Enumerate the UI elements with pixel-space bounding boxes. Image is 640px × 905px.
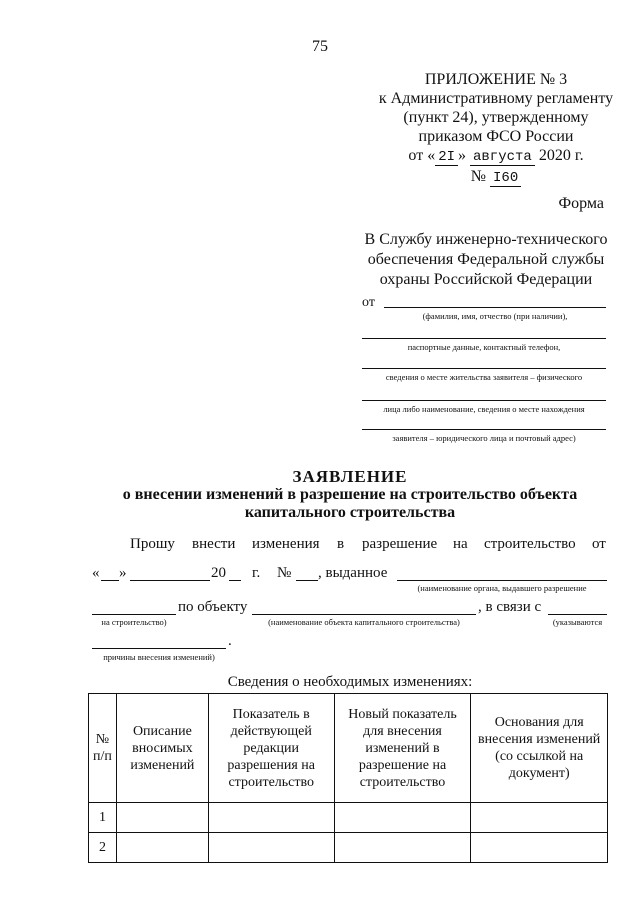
applicant-passport-caption: паспортные данные, контактный телефон, — [407, 342, 561, 352]
reason-field-cont[interactable] — [92, 648, 226, 649]
appendix-clause: (пункт 24), утвержденному — [403, 109, 589, 126]
date-close-quote: » — [119, 565, 127, 581]
on-object-label: по объекту — [178, 599, 248, 615]
row-number: 1 — [89, 803, 117, 833]
number-label: № — [277, 565, 292, 581]
issuing-authority-field[interactable] — [397, 580, 607, 581]
permit-day-field[interactable] — [101, 580, 119, 581]
description-cell[interactable] — [116, 803, 208, 833]
request-word: разрешение — [362, 536, 438, 552]
addressee-line: охраны Российской Федерации — [379, 271, 593, 288]
appendix-title: ПРИЛОЖЕНИЕ № 3 — [424, 71, 568, 88]
description-cell[interactable] — [116, 833, 208, 863]
object-name-field[interactable] — [252, 614, 476, 615]
form-label: Форма — [558, 195, 604, 212]
addressee-block — [362, 230, 610, 290]
statement-title — [0, 468, 640, 522]
table-row — [89, 803, 608, 833]
permit-month-field[interactable] — [130, 580, 210, 581]
header-number: № п/п — [89, 694, 117, 803]
header-new-value: Новый показатель для внесения изменений в разрешение на строительство — [334, 694, 471, 803]
date-day: 2I — [435, 149, 458, 166]
year-prefix: 20 — [211, 565, 226, 581]
issued-by-label: , выданное — [318, 565, 388, 581]
from-label: от — [362, 295, 375, 310]
date-prefix: от « — [408, 147, 436, 164]
date-month: августа — [470, 149, 535, 166]
reason-field[interactable] — [548, 614, 607, 615]
applicant-address-caption: заявителя – юридического лица и почтовый адрес) — [392, 433, 576, 443]
table-row — [89, 833, 608, 863]
statement-subheading: о внесении изменений в разрешение на строительство объекта — [122, 486, 578, 503]
request-word: строительство — [484, 536, 576, 552]
addressee-line: В Службу инженерно-технического — [364, 231, 608, 248]
issuing-authority-caption: (наименование органа, выдавшего разрешение — [417, 583, 587, 593]
applicant-passport-field[interactable] — [362, 338, 606, 339]
row-number: 2 — [89, 833, 117, 863]
changes-table — [88, 693, 608, 863]
reason-caption: (указываются — [552, 617, 603, 627]
permit-year-field[interactable] — [229, 580, 241, 581]
applicant-residence-field[interactable] — [362, 368, 606, 369]
request-word: от — [592, 536, 606, 552]
header-current-value: Показатель в действующей редакции разрешения на строительство — [208, 694, 334, 803]
appendix-regulation: к Административному регламенту — [378, 90, 614, 107]
date-mid: » — [458, 147, 466, 164]
applicant-name-field[interactable] — [384, 307, 606, 308]
table-caption: Сведения о необходимых изменениях: — [227, 674, 473, 690]
applicant-residence-caption: сведения о месте жительства заявителя – физического — [385, 372, 583, 382]
new-value-cell[interactable] — [334, 803, 471, 833]
statement-subheading-cont: капитального строительства — [244, 504, 456, 521]
appendix-date — [376, 146, 616, 167]
grounds-cell[interactable] — [471, 833, 608, 863]
applicant-name-caption: (фамилия, имя, отчество (при наличии), — [422, 311, 568, 321]
request-word: изменения — [252, 536, 320, 552]
reasons-caption: причины внесения изменений) — [103, 652, 215, 662]
request-word: в — [337, 536, 345, 552]
object-name-caption: (наименование объекта капитального строительства) — [268, 617, 460, 627]
statement-heading: ЗАЯВЛЕНИЕ — [292, 467, 408, 486]
permit-number-field[interactable] — [296, 580, 318, 581]
permit-caption: на строительство) — [101, 617, 167, 627]
issuing-authority-field-cont[interactable] — [92, 614, 176, 615]
date-year: 2020 г. — [538, 147, 584, 164]
number-prefix: № — [470, 168, 487, 185]
addressee-line: обеспечения Федеральной службы — [367, 251, 605, 268]
applicant-entity-field[interactable] — [362, 400, 606, 401]
new-value-cell[interactable] — [334, 833, 471, 863]
grounds-cell[interactable] — [471, 803, 608, 833]
request-word: на — [453, 536, 468, 552]
table-header-row — [89, 694, 608, 803]
current-value-cell[interactable] — [208, 833, 334, 863]
appendix-header — [376, 70, 616, 188]
number-value: I60 — [490, 170, 521, 187]
request-word: Прошу — [130, 536, 175, 552]
due-to-label: , в связи с — [478, 599, 542, 615]
date-open-quote: « — [92, 565, 100, 581]
request-word: внести — [192, 536, 236, 552]
applicant-entity-caption: лица либо наименование, сведения о месте нахождения — [383, 404, 585, 414]
page-number: 75 — [312, 38, 328, 55]
header-grounds: Основания для внесения изменений (со ссылкой на документ) — [471, 694, 608, 803]
applicant-address-field[interactable] — [362, 429, 606, 430]
appendix-number — [376, 167, 616, 188]
current-value-cell[interactable] — [208, 803, 334, 833]
sentence-period: . — [228, 633, 232, 649]
year-suffix: г. — [252, 565, 261, 581]
appendix-order: приказом ФСО России — [418, 128, 574, 145]
header-description: Описание вносимых изменений — [116, 694, 208, 803]
